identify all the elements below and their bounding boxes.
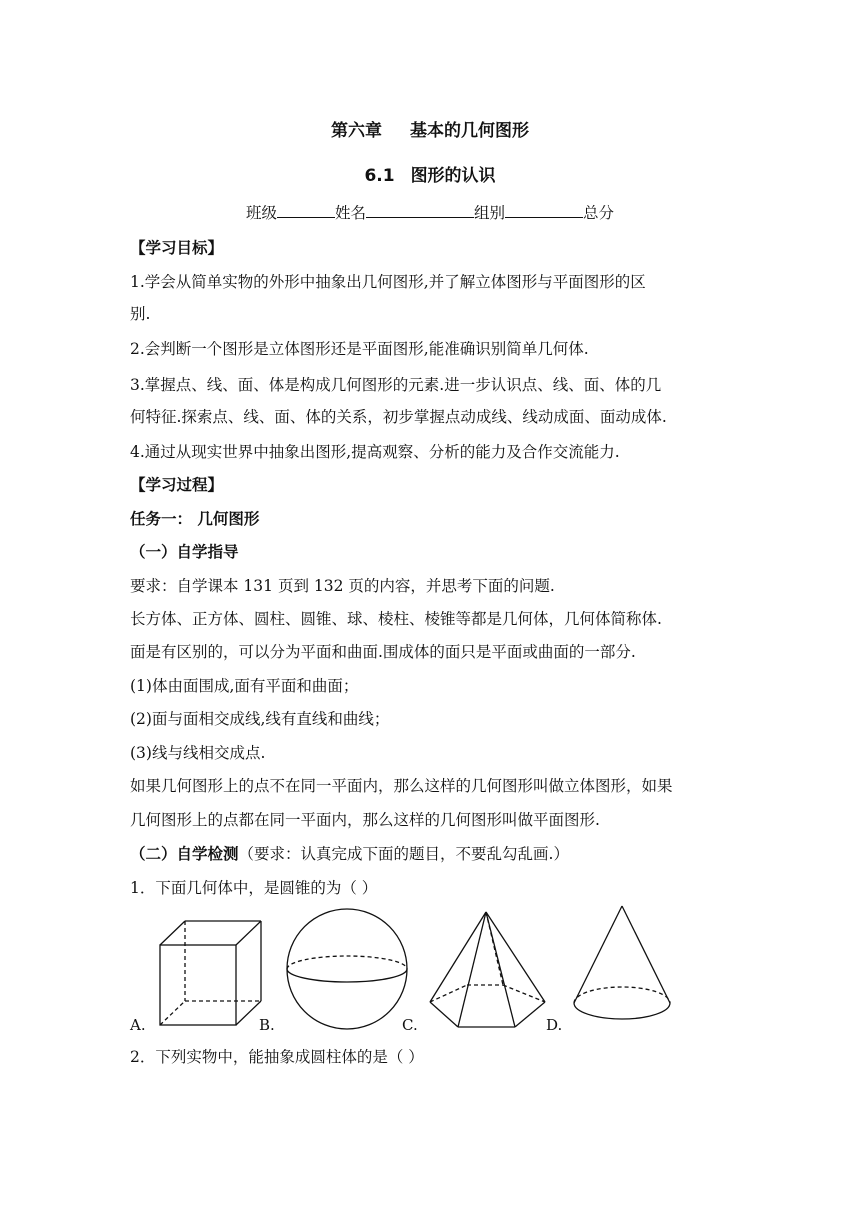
self-check-title: （二）自学检测 [130,845,239,863]
point-1: (1)体由面围成,面有平面和曲面； [130,677,359,695]
option-a[interactable]: A. [130,1016,146,1034]
self-check-note: （要求：认真完成下面的题目，不要乱勾乱画.） [238,845,569,863]
pyramid-figure [430,912,545,1027]
solids-figure [0,900,860,1040]
option-b[interactable]: B. [259,1016,275,1034]
objective-3-line-1: 3.掌握点、线、面、体是构成几何图形的元素.进一步认识点、线、面、体的几 [130,376,662,394]
question-2: 2．下列实物中，能抽象成圆柱体的是（ ） [130,1048,424,1066]
group-blank[interactable] [505,201,583,218]
option-c[interactable]: C. [402,1016,418,1034]
self-study-guide-heading: （一）自学指导 [130,543,239,561]
requirement-text: 要求：自学课本 131 页到 132 页的内容，并思考下面的问题. [130,577,555,595]
definition-line-1: 如果几何图形上的点不在同一平面内，那么这样的几何图形叫做立体图形，如果 [130,777,673,795]
group-label: 组别 [474,204,506,222]
objective-1-line-1: 1.学会从简单实物的外形中抽象出几何图形,并了解立体图形与平面图形的区 [130,273,646,291]
name-label: 姓名 [334,204,366,222]
chapter-number: 第六章 [331,121,382,141]
point-3: (3)线与线相交成点. [130,744,266,762]
class-blank[interactable] [277,201,335,218]
name-blank[interactable] [366,201,474,218]
objective-4: 4.通过从现实世界中抽象出图形,提高观察、分析的能力及合作交流能力. [130,443,620,461]
task-1-title: 任务一： 几何图形 [130,510,260,528]
student-info-row [0,201,860,223]
question-1: 1．下面几何体中，是圆锥的为（ ） [130,879,378,897]
option-d[interactable]: D. [546,1016,563,1034]
objectives-heading: 【学习目标】 [130,239,224,257]
score-label: 总分 [583,204,615,222]
point-2: (2)面与面相交成线,线有直线和曲线； [130,710,390,728]
question-1-figures [0,900,860,1040]
section-number: 6.1 [364,166,395,186]
sphere-figure [287,909,407,1029]
chapter-title [0,116,860,141]
objective-3-line-2: 何特征.探索点、线、面、体的关系，初步掌握点动成线、线动成面、面动成体. [130,408,667,426]
process-heading: 【学习过程】 [130,476,224,494]
paragraph-solids: 长方体、正方体、圆柱、圆锥、球、棱柱、棱锥等都是几何体，几何体简称体. [130,610,662,628]
paragraph-surfaces: 面是有区别的，可以分为平面和曲面.围成体的面只是平面或曲面的一部分. [130,643,636,661]
cube-figure [160,921,261,1025]
objective-2: 2.会判断一个图形是立体图形还是平面图形,能准确识别简单几何体. [130,340,589,358]
self-check-heading [130,842,569,864]
definition-line-2: 几何图形上的点都在同一平面内，那么这样的几何图形叫做平面图形. [130,811,600,829]
class-label: 班级 [245,204,277,222]
section-name: 图形的认识 [410,166,496,186]
chapter-name: 基本的几何图形 [410,121,529,141]
cone-figure [574,906,670,1019]
section-title [0,161,860,186]
objective-1-line-2: 别. [130,305,151,323]
